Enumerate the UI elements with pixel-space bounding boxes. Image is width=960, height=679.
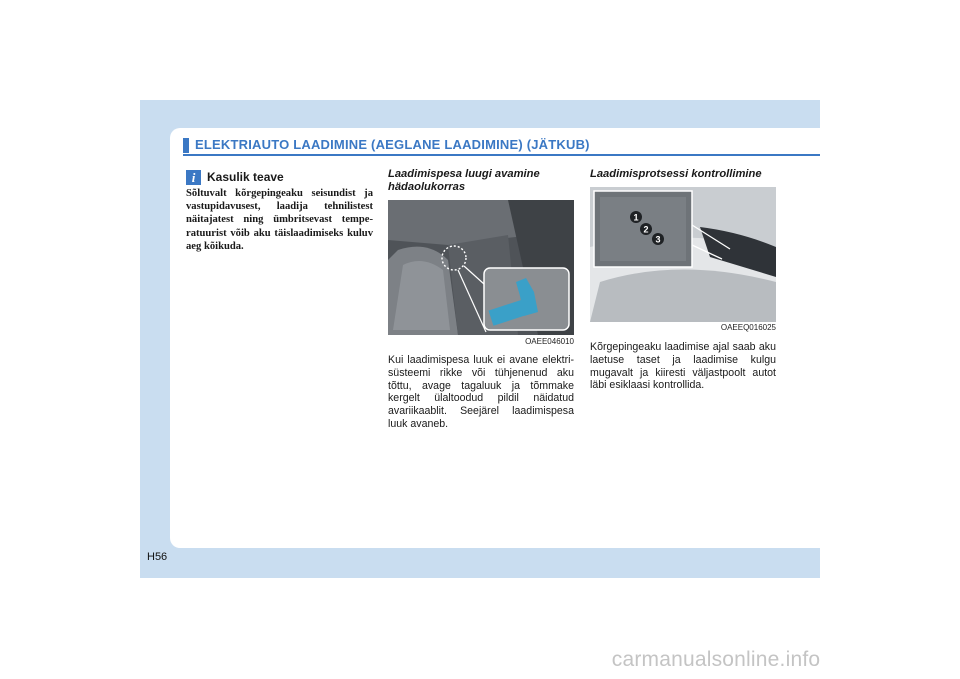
indicator-label-2: 2 [643, 224, 649, 235]
charging-check-text: Kõrgepingeaku laadimise ajal saab aku laetuse taset ja laadimise kulgu mugavalt ja kiiresti väljastpoolt autot läbi esiklaasi kontrollida. [590, 341, 776, 392]
header-accent-bar [183, 138, 189, 153]
image-code-2: OAEEQ016025 [720, 323, 776, 332]
indicator-label-1: 1 [633, 212, 639, 223]
image-code-1: OAEE046010 [525, 337, 574, 346]
header-underline [183, 154, 820, 156]
page-number: H56 [147, 551, 168, 563]
site-watermark: carmanualsonline.info [611, 648, 821, 671]
info-title: Kasulik teave [207, 170, 284, 184]
windshield-indicator-image [590, 187, 776, 322]
info-icon: i [186, 170, 201, 185]
charging-check-title: Laadimisprotsessi kontrollimine [590, 168, 762, 180]
emergency-opening-text: Kui laadimispesa luuk ei avane elektri- süsteemi rikke või tühjenenud aku tõttu, avage tagaluuk ja tõmmake kergelt ülaltoodud pildil näidatud avariikaablit. Seejärel laadimispesa luuk avaneb. [388, 354, 574, 430]
emergency-opening-title: Laadimispesa luugi avamine hädaolukorras [388, 168, 540, 193]
car-windshield-illustration [590, 187, 776, 322]
section-header-title: ELEKTRIAUTO LAADIMINE (AEGLANE LAADIMINE) (JÄTKUB) [195, 137, 590, 152]
trunk-illustration [388, 200, 574, 335]
trunk-emergency-cable-image [388, 200, 574, 335]
indicator-label-3: 3 [655, 234, 661, 245]
info-body-text: Sõltuvalt kõrgepingeaku seisundist ja vastupidavusest, laadija tehnilistest näitajatest ning ümbritsevast tempe- ratuurist võib aku täislaadimiseks kuluv aeg kõikuda. [186, 188, 373, 252]
